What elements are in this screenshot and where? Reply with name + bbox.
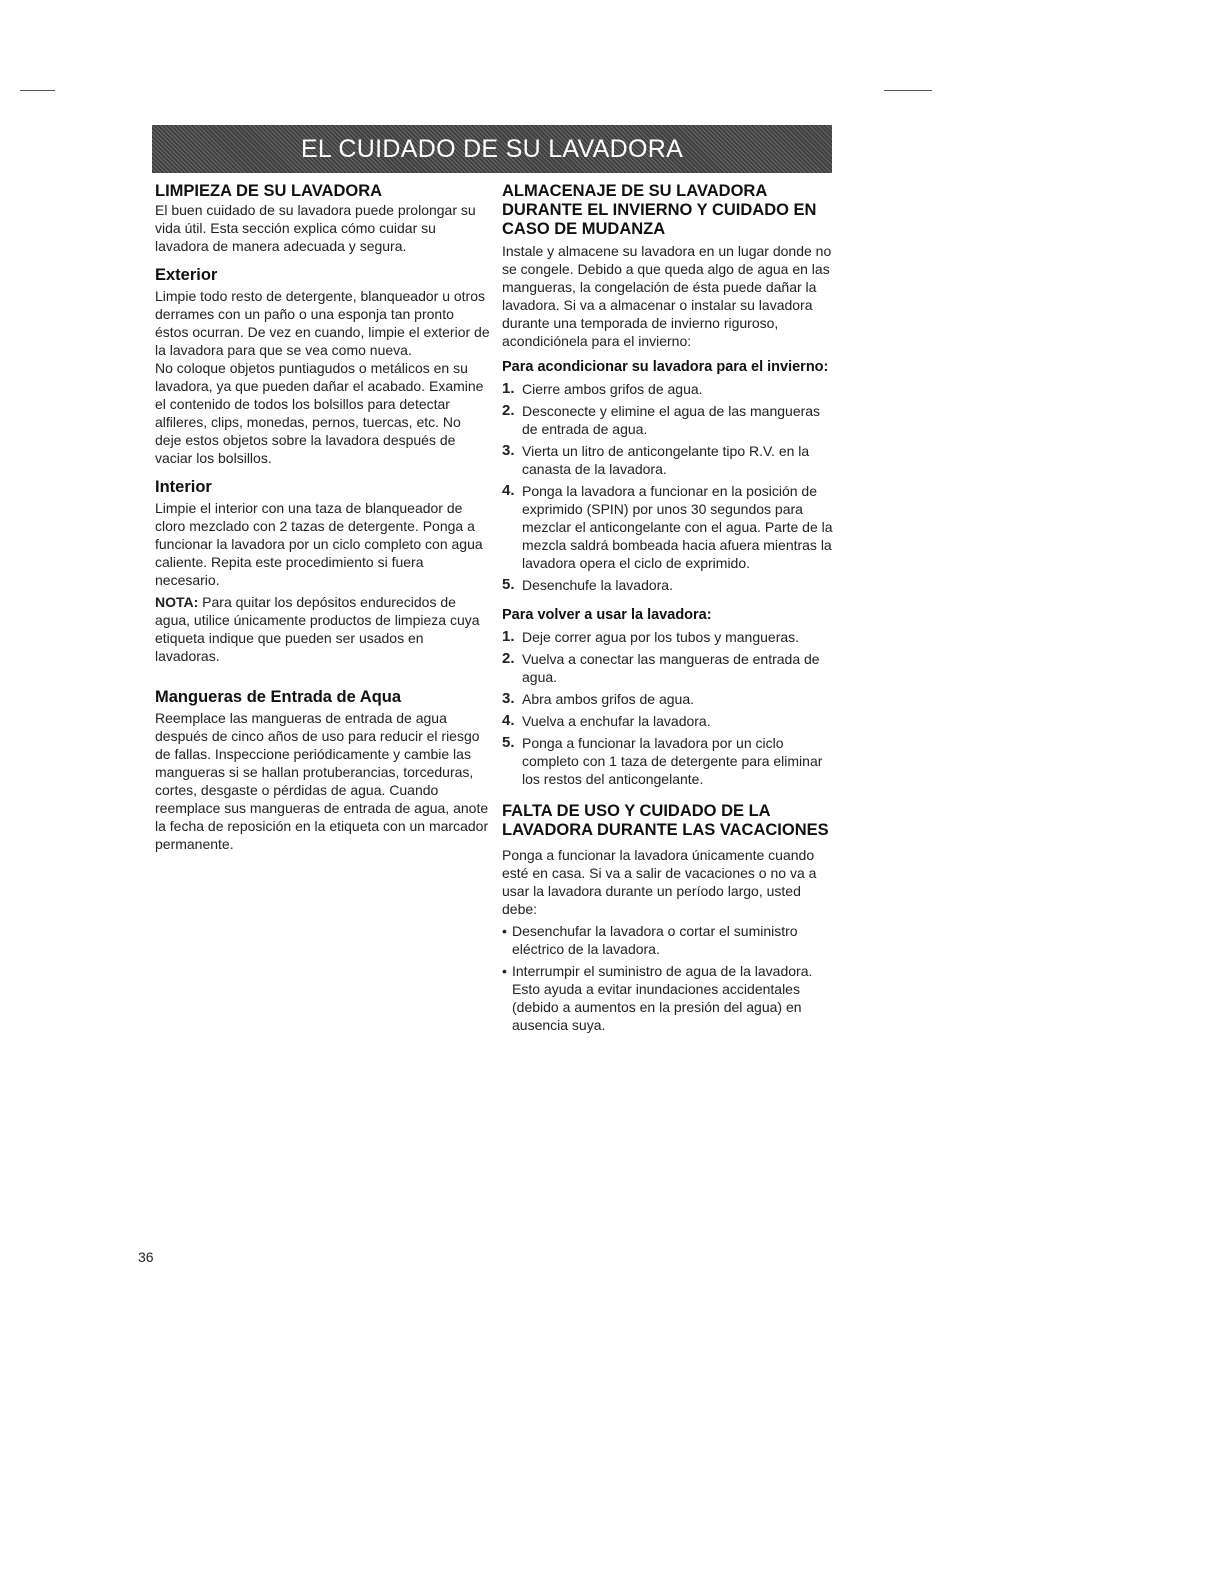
step-number: 1. — [502, 380, 515, 397]
storage-heading: ALMACENAJE DE SU LAVADORA DURANTE EL INVIERNO Y CUIDADO EN CASO DE MUDANZA — [502, 182, 817, 238]
step-number: 2. — [502, 402, 515, 419]
vacation-intro: Ponga a funcionar la lavadora únicamente cuando esté en casa. Si va a salir de vacaciones o no va a usar la lavadora durante un período largo, usted debe: — [502, 847, 817, 917]
list-item — [502, 442, 837, 478]
bullet-icon: • — [502, 963, 507, 979]
cleaning-heading: LIMPIEZA DE SU LAVADORA — [155, 182, 383, 200]
right-column — [502, 182, 837, 1038]
step-text: Cierre ambos grifos de agua. — [522, 381, 703, 397]
step-text: Vuelva a enchufar la lavadora. — [522, 713, 711, 729]
hoses-paragraph: Reemplace las mangueras de entrada de agua después de cinco años de uso para reducir el riesgo de fallas. Inspeccione periódicamente y cambie las mangueras si se hallan protuberancias, torceduras, cortes, desgaste o pérdidas de agua. Cuando reemplace sus mangueras de entrada de agua, anote la fecha de reposición en la etiqueta con un marcador permanente. — [155, 710, 489, 852]
reuse-steps — [502, 628, 837, 788]
left-column — [155, 182, 490, 853]
page-banner — [152, 125, 832, 173]
step-text: Vierta un litro de anticongelante tipo R.V. en la canasta de la lavadora. — [522, 443, 810, 477]
note-text: Para quitar los depósitos endurecidos de agua, utilice únicamente productos de limpieza cuya etiqueta indique que pueden ser usados en lavadoras. — [155, 594, 480, 664]
step-number: 3. — [502, 442, 515, 459]
interior-note — [155, 593, 490, 665]
list-item — [502, 576, 837, 594]
list-item — [502, 482, 837, 572]
storage-intro: Instale y almacene su lavadora en un lugar donde no se congele. Debido a que queda algo de agua en las mangueras, la congelación de ésta puede dañar la lavadora. Si va a almacenar o instalar su lavadora durante una temporada de invierno riguroso, acondiciónela para el invierno: — [502, 243, 832, 349]
list-item — [502, 922, 837, 958]
list-item — [502, 380, 837, 398]
page-number: 36 — [138, 1249, 154, 1265]
list-item — [502, 402, 837, 438]
step-number: 5. — [502, 734, 515, 751]
step-number: 3. — [502, 690, 515, 707]
reuse-heading: Para volver a usar la lavadora: — [502, 607, 712, 623]
bullet-text: Desenchufar la lavadora o cortar el suministro eléctrico de la lavadora. — [512, 923, 798, 957]
step-text: Abra ambos grifos de agua. — [522, 691, 694, 707]
list-item — [502, 650, 837, 686]
crop-mark-right — [884, 90, 932, 91]
step-number: 5. — [502, 576, 515, 593]
vacation-heading: FALTA DE USO Y CUIDADO DE LA LAVADORA DURANTE LAS VACACIONES — [502, 802, 829, 839]
page-title: EL CUIDADO DE SU LAVADORA — [300, 134, 684, 163]
step-text: Ponga la lavadora a funcionar en la posición de exprimido (SPIN) por unos 30 segundos para mezclar el anticongelante con el agua. Parte de la mezcla saldrá bombeada hacia afuera mientras la lavadora opera el ciclo de exprimido. — [522, 483, 833, 571]
interior-heading: Interior — [155, 478, 212, 496]
step-number: 4. — [502, 482, 515, 499]
step-number: 1. — [502, 628, 515, 645]
exterior-paragraph-1: Limpie todo resto de detergente, blanqueador u otros derrames con un paño o una esponja tan pronto éstos ocurran. De vez en cuando, limpie el exterior de la lavadora para que se vea como nueva. — [155, 288, 490, 358]
list-item — [502, 628, 837, 646]
step-text: Desconecte y elimine el agua de las mangueras de entrada de agua. — [522, 403, 821, 437]
list-item — [502, 712, 837, 730]
step-text: Deje correr agua por los tubos y mangueras. — [522, 629, 800, 645]
hoses-heading: Mangueras de Entrada de Aqua — [155, 688, 402, 706]
exterior-paragraph-2: No coloque objetos puntiagudos o metálicos en su lavadora, ya que pueden dañar el acabado. Examine el contenido de todos los bolsillos para detectar alfileres, clips, monedas, pernos, tuercas, etc. No deje estos objetos sobre la lavadora después de vaciar los bolsillos. — [155, 360, 484, 466]
step-number: 4. — [502, 712, 515, 729]
step-text: Desenchufe la lavadora. — [522, 577, 673, 593]
bullet-icon: • — [502, 923, 507, 939]
bullet-text: Interrumpir el suministro de agua de la lavadora. Esto ayuda a evitar inundaciones accidentales (debido a aumentos en la presión del agua) en ausencia suya. — [512, 963, 813, 1033]
step-text: Ponga a funcionar la lavadora por un ciclo completo con 1 taza de detergente para eliminar los restos del anticongelante. — [522, 735, 823, 787]
cleaning-intro: El buen cuidado de su lavadora puede prolongar su vida útil. Esta sección explica cómo cuidar su lavadora de manera adecuada y segura. — [155, 202, 476, 254]
exterior-heading: Exterior — [155, 266, 218, 284]
step-number: 2. — [502, 650, 515, 667]
step-text: Vuelva a conectar las mangueras de entrada de agua. — [522, 651, 820, 685]
winterize-heading: Para acondicionar su lavadora para el invierno: — [502, 359, 829, 375]
vacation-bullets — [502, 922, 837, 1034]
list-item — [502, 734, 837, 788]
winterize-steps — [502, 380, 837, 594]
interior-paragraph: Limpie el interior con una taza de blanqueador de cloro mezclado con 2 tazas de detergente. Ponga a funcionar la lavadora por un ciclo completo con agua caliente. Repita este procedimiento si fuera necesario. — [155, 500, 483, 588]
crop-mark-left — [20, 90, 55, 91]
list-item — [502, 962, 837, 1034]
note-label: NOTA: — [155, 594, 199, 610]
list-item — [502, 690, 837, 708]
